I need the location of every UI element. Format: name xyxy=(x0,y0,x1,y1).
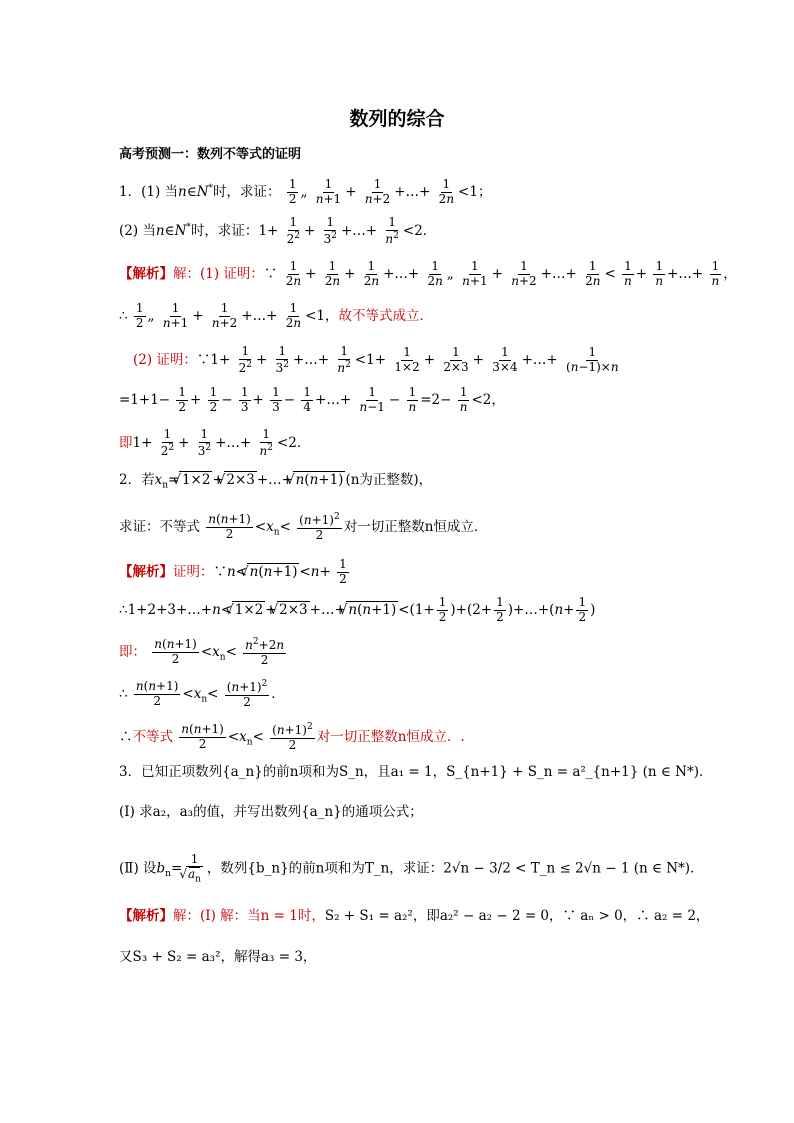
solution-1-line-5: 即1+ $\frac{1}{2^2}$ + $\frac{1}{3^2}$ +…+ $\frac{1}{n^2}$ <2． xyxy=(119,427,311,458)
solution-2-line-3: 即： $\frac{n(n+1)}{2}$ $<x_n<$ $\frac{n^2+2n}{2}$ xyxy=(119,637,285,667)
solution-2-line-5: ∴不等式 $\frac{n(n+1)}{2}$ $<x_n<$ $\frac{(n+1)^2}{2}$ 对一切正整数n恒成立．. xyxy=(119,722,465,752)
solution-1-line-2: ∴ $\frac{1}{2}$ „ $\frac{1}{n+1}$ + $\frac{1}{n+2}$ +…+ $\frac{1}{2n}$ <1，故不等式成立． xyxy=(119,301,434,330)
problem-3-part-1: (Ⅰ) 求a₂，a₃的值，并写出数列{a_n}的通项公式； xyxy=(119,804,423,820)
solution-1-line-3: (2) 证明：∵1+ $\frac{1}{2^2}$ + $\frac{1}{3^2}$ +…+ $\frac{1}{n^2}$ <1+ $\frac{1}{1\times 2}$ + $\frac{1}{2\times 3}$ + $\frac{1}{3\times 4}$ +…+ $\frac{1}{(n-1)\times n}$ xyxy=(133,344,619,375)
solution-3-line-2: 又S₃ + S₂ = a₃²，解得a₃ = 3， xyxy=(119,949,317,965)
solution-2-line-1: 【解析】证明：∵n<√ n(n+1) <n+ $\frac{1}{2}$ xyxy=(119,558,351,587)
solution-2-line-2: ∴1+2+3+…+n<√ 1×2 +√ 2×3 +…+√ n(n+1) <(1+ $\frac{1}{2}$ )+(2+ $\frac{1}{2}$ )+…+(n+ $\frac{1}{2}$ ) xyxy=(119,596,595,625)
problem-3-line-1: 3．已知正项数列{a_n}的前n项和为S_n，且a₁ = 1，S_{n+1} + S_n = a²_{n+1} (n ∈ N*)． xyxy=(119,764,713,780)
solution-2-line-4: ∴ $\frac{n(n+1)}{2}$ $<x_n<$ $\frac{(n+1)^2}{2}$ ． xyxy=(119,679,285,709)
section-heading: 高考预测一：数列不等式的证明 xyxy=(119,147,302,162)
solution-3-line-1: 【解析】解：(Ⅰ) 解：当n = 1时，S₂ + S₁ = a₂²，即a₂² − a₂ − 2 = 0，∵ aₙ > 0，∴ a₂ = 2， xyxy=(119,908,710,924)
problem-2-line-1: 2．若$x_n=√$ 1×2 +√ 2×3 +…+√ n(n+1) (n为正整数)， xyxy=(119,474,432,491)
problem-3-part-2: (Ⅱ) 设$b_n=$ 1 √ $a_n$ ，数列{b_n}的前n项和为T_n，求证：2√n − 3/2 < T_n ≤ 2√n − 1 (n ∈ N*)． xyxy=(119,853,704,885)
problem-1-part-1: 1．(1) 当n∈N*时，求证： $\frac{1}{2}$ „ $\frac{1}{n+1}$ + $\frac{1}{n+2}$ +…+ $\frac{1}{2n}$ <1； xyxy=(119,177,492,206)
solution-1-line-1: 【解析】解：(1) 证明：∵ $\frac{1}{2n}$ + $\frac{1}{2n}$ + $\frac{1}{2n}$ +…+ $\frac{1}{2n}$ „ $\frac{1}{n+1}$ + $\frac{1}{n+2}$ +…+ $\frac{1}{2n}$ < $\frac{1}{n}$ + $\frac{1}{n}$ +…+ $\frac{1}{n}$ ， xyxy=(119,259,737,288)
problem-2-line-2: 求证：不等式 $\frac{n(n+1)}{2}$ $<x_n<$ $\frac{(n+1)^2}{2}$ 对一切正整数n恒成立． xyxy=(119,512,488,542)
solution-1-line-4: =1+1− $\frac{1}{2}$ + $\frac{1}{2}$ − $\frac{1}{3}$ + $\frac{1}{3}$ − $\frac{1}{4}$ +…+ $\frac{1}{n-1}$ − $\frac{1}{n}$ =2− $\frac{1}{n}$ <2， xyxy=(119,385,505,414)
problem-1-part-2: (2) 当n∈N*时，求证：1+ $\frac{1}{2^2}$ + $\frac{1}{3^2}$ +…+ $\frac{1}{n^2}$ <2． xyxy=(119,215,437,246)
page-title: 数列的综合 xyxy=(349,108,445,130)
